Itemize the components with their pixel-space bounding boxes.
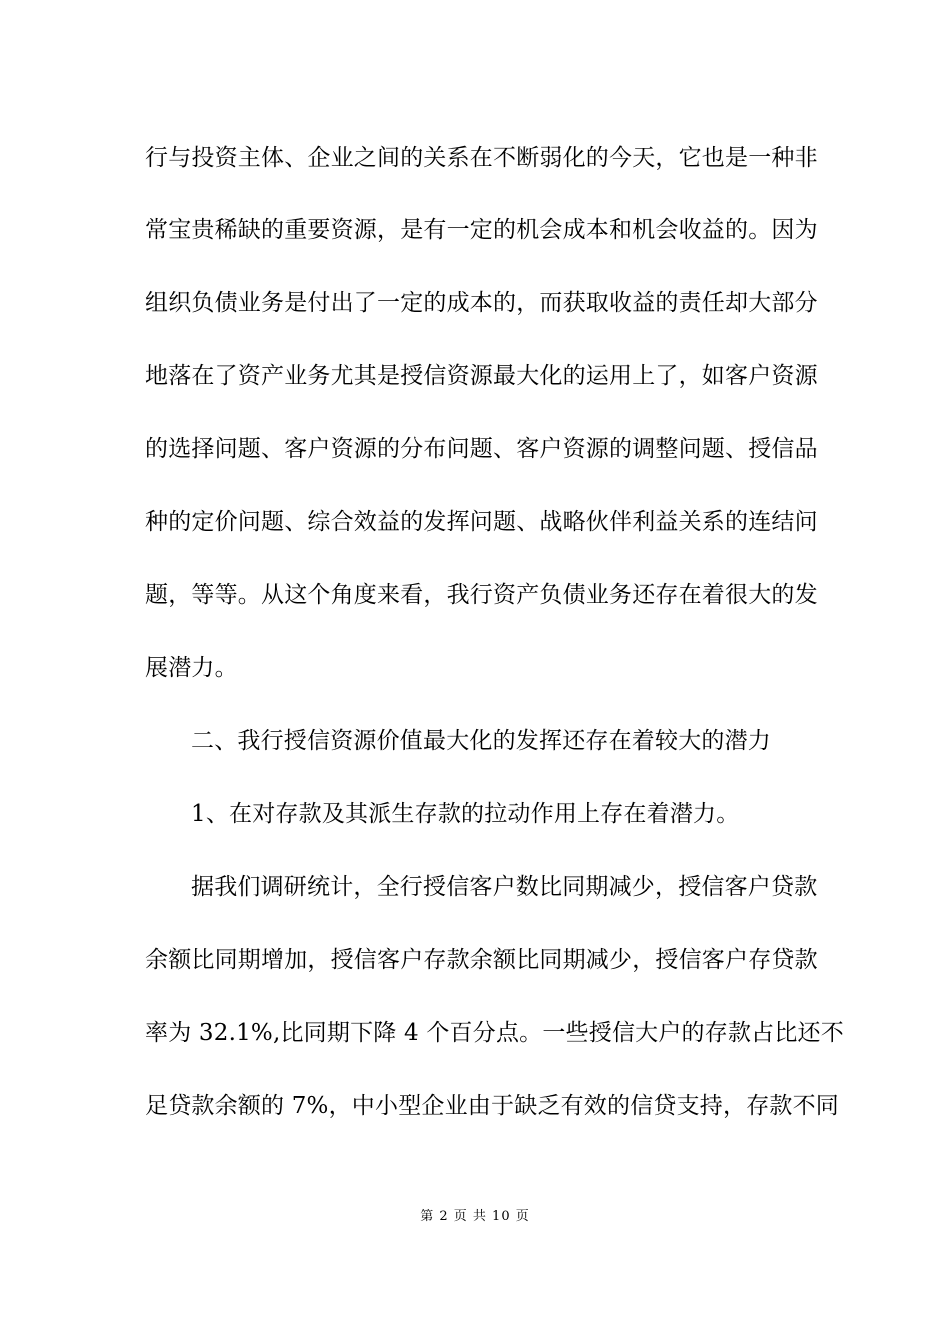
heading-line: 二、我行授信资源价值最大化的发挥还存在着较大的潜力: [191, 728, 771, 754]
heading-line: 1、在对存款及其派生存款的拉动作用上存在着潜力。: [191, 801, 740, 827]
page-number-footer: 第 2 页 共 10 页: [420, 1209, 530, 1224]
text-line: 常宝贵稀缺的重要资源，是有一定的机会成本和机会收益的。因为: [145, 217, 818, 243]
text-line: 展潜力。: [145, 655, 238, 681]
text-line: 种的定价问题、综合效益的发挥问题、战略伙伴利益关系的连结问: [145, 509, 818, 535]
text-line: 组织负债业务是付出了一定的成本的，而获取收益的责任却大部分: [145, 290, 818, 316]
text-line: 足贷款余额的 7%，中小型企业由于缺乏有效的信贷支持，存款不同: [145, 1093, 839, 1119]
text-line: 率为 32.1%,比同期下降 4 个百分点。一些授信大户的存款占比还不: [145, 1020, 844, 1046]
text-line: 的选择问题、客户资源的分布问题、客户资源的调整问题、授信品: [145, 436, 818, 462]
text-line: 题，等等。从这个角度来看，我行资产负债业务还存在着很大的发: [145, 582, 818, 608]
text-line: 地落在了资产业务尤其是授信资源最大化的运用上了，如客户资源: [145, 363, 818, 389]
text-line: 余额比同期增加，授信客户存款余额比同期减少，授信客户存贷款: [145, 947, 818, 973]
text-line: 据我们调研统计，全行授信客户数比同期减少，授信客户贷款: [191, 874, 818, 900]
text-line: 行与投资主体、企业之间的关系在不断弱化的今天，它也是一种非: [145, 145, 818, 171]
